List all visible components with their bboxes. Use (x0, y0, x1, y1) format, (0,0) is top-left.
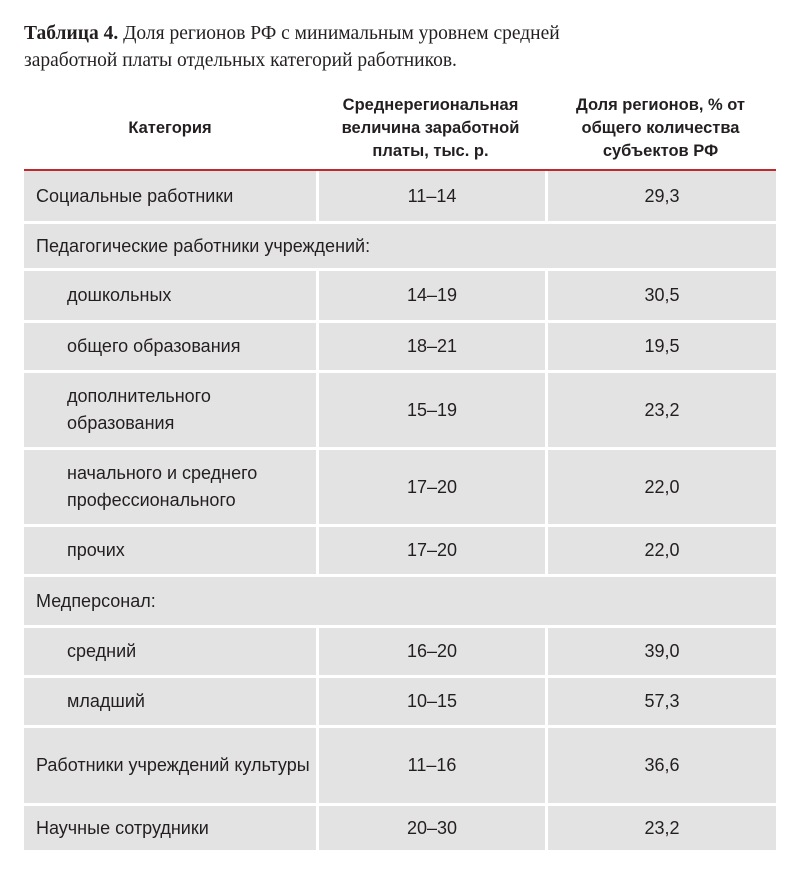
category-cell: начального и среднего профессионального (67, 463, 258, 510)
share-cell: 23,2 (545, 373, 776, 447)
table-row (24, 171, 776, 224)
table-caption (24, 20, 564, 74)
share-cell: 19,5 (545, 323, 776, 370)
salary-cell: 14–19 (316, 271, 545, 320)
salary-cell: 11–16 (316, 728, 545, 803)
category-cell: Научные сотрудники (36, 817, 209, 838)
category-cell: младший (67, 691, 145, 711)
group-cell: Медперсонал: (36, 590, 156, 611)
table-row (24, 678, 776, 728)
salary-cell: 17–20 (316, 450, 545, 524)
share-cell: 22,0 (545, 450, 776, 524)
table-group-row (24, 224, 776, 271)
table-row (24, 323, 776, 373)
salary-cell: 11–14 (316, 171, 545, 221)
share-cell: 30,5 (545, 271, 776, 320)
table-group-row (24, 577, 776, 628)
salary-cell: 10–15 (316, 678, 545, 725)
table-row (24, 373, 776, 450)
share-cell: 39,0 (545, 628, 776, 675)
salary-cell: 16–20 (316, 628, 545, 675)
share-cell: 29,3 (545, 171, 776, 221)
share-cell: 57,3 (545, 678, 776, 725)
group-cell: Педагогические работники учреждений: (36, 235, 371, 256)
header-category: Категория (128, 119, 212, 137)
category-cell: средний (67, 641, 137, 661)
share-cell: 36,6 (545, 728, 776, 803)
category-cell: Работники учреждений культуры (36, 755, 310, 775)
table-header (24, 88, 776, 169)
table-caption-text: Доля регионов РФ с минимальным уровнем средней заработной платы отдельных категорий работников. (24, 23, 560, 71)
table-caption-label: Таблица 4. (24, 23, 119, 44)
share-cell: 23,2 (545, 806, 776, 850)
category-cell: дошкольных (67, 285, 172, 305)
category-cell: прочих (67, 540, 125, 560)
share-cell: 22,0 (545, 527, 776, 574)
table-row (24, 271, 776, 323)
table-row (24, 806, 776, 853)
header-salary: Среднерегиональная величина заработной платы, тыс. р. (341, 96, 520, 160)
category-cell: дополнительного образования (67, 386, 211, 433)
salary-cell: 17–20 (316, 527, 545, 574)
table-row (24, 527, 776, 577)
table-body (24, 171, 776, 853)
salary-cell: 18–21 (316, 323, 545, 370)
category-cell: общего образования (67, 336, 241, 356)
table-row (24, 450, 776, 527)
category-cell: Социальные работники (36, 185, 234, 206)
table-row (24, 728, 776, 806)
salary-cell: 20–30 (316, 806, 545, 850)
header-share: Доля регионов, % от общего количества субъектов РФ (575, 96, 746, 160)
salary-cell: 15–19 (316, 373, 545, 447)
table-row (24, 628, 776, 678)
